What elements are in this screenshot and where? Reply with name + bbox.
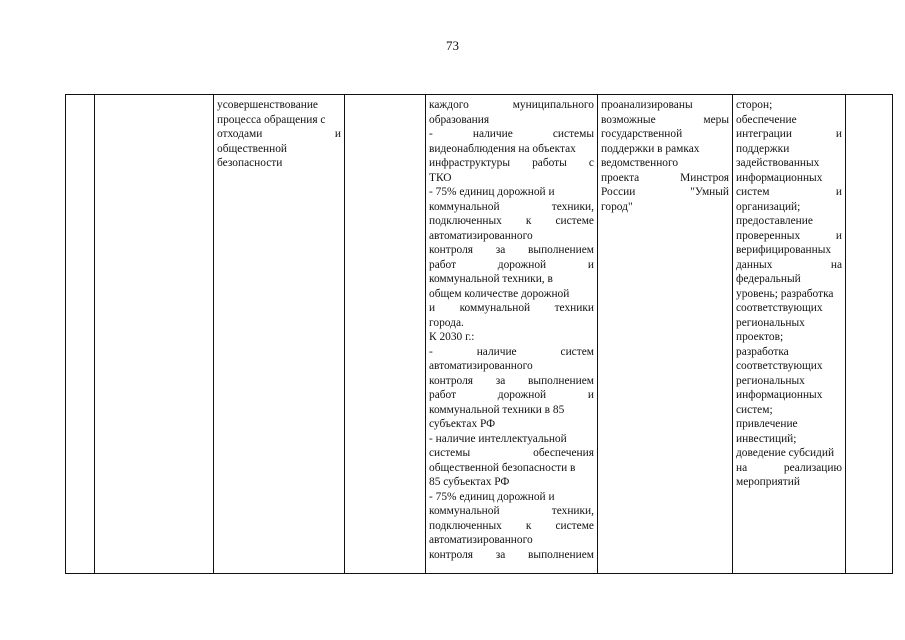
text-word: работ	[429, 389, 457, 401]
text-word: системе	[555, 519, 594, 532]
text-line: общем количестве дорожной	[429, 287, 570, 300]
text-line: инвестиций;	[736, 432, 797, 445]
text-word: подключенных	[429, 519, 502, 532]
text-line: ведомственного	[601, 157, 679, 169]
text-line: К 2030 г.:	[429, 331, 475, 343]
text-line: - наличие интеллектуальной	[429, 432, 567, 445]
text-line: соответствующих	[736, 360, 823, 372]
text-word: и	[587, 258, 594, 271]
text-line: общественной безопасности в	[429, 461, 576, 474]
text-line: систем;	[736, 403, 773, 416]
text-word: систем	[560, 345, 594, 358]
text-word: обеспечения	[533, 447, 594, 459]
text-word: муниципального	[512, 99, 594, 111]
text-word: техники,	[551, 200, 594, 213]
text-line	[601, 171, 729, 186]
text-line: проанализированы	[601, 99, 693, 111]
document-table	[65, 94, 893, 574]
text-line: организаций;	[736, 200, 801, 213]
text-word: возможные	[601, 113, 656, 126]
text-line: - 75% единиц дорожной и	[429, 186, 555, 198]
text-word: проверенных	[736, 229, 801, 242]
text-line: процесса обращения с	[217, 113, 326, 126]
text-line	[429, 374, 594, 389]
text-line: ТКО	[429, 171, 452, 184]
text-line: мероприятий	[736, 476, 800, 488]
text-line: обеспечение	[736, 113, 797, 126]
text-word: и	[334, 128, 341, 140]
table-row	[66, 95, 893, 574]
text-word: России	[601, 186, 636, 198]
text-line: поддержки в рамках	[601, 142, 700, 155]
text-word: данных	[736, 258, 773, 271]
text-line	[601, 113, 729, 128]
text-word: на	[830, 258, 842, 271]
text-word: выполнением	[528, 374, 594, 387]
cell-col2	[95, 95, 214, 574]
text-line: привлечение	[736, 418, 798, 430]
text-line: общественной	[217, 142, 287, 155]
text-word: работ	[429, 258, 457, 271]
cell-col8	[846, 95, 893, 574]
text-word: за	[495, 548, 506, 561]
text-word: коммунальной	[429, 505, 500, 517]
text-word: и	[835, 229, 842, 242]
text-line: коммунальной техники, в	[429, 273, 553, 285]
text-line: региональных	[736, 374, 805, 387]
text-word: наличие	[472, 128, 513, 140]
text-word: выполнением	[528, 548, 594, 561]
text-word: к	[525, 215, 532, 227]
text-word: работы	[532, 157, 567, 169]
text-line	[429, 98, 594, 113]
page-number: 73	[446, 38, 459, 53]
text-line: соответствующих	[736, 302, 823, 314]
text-line: автоматизированного	[429, 229, 533, 242]
text-word: интеграции	[736, 128, 792, 140]
text-line: образования	[429, 113, 490, 126]
text-line: информационных	[736, 389, 823, 401]
text-word: системе	[555, 215, 594, 227]
text-word: к	[525, 519, 532, 532]
text-line: информационных	[736, 171, 823, 184]
cell-task	[214, 95, 345, 574]
text-word: коммунальной	[459, 302, 531, 314]
text-line: задействованных	[736, 157, 820, 169]
text-line: автоматизированного	[429, 534, 533, 546]
text-line: сторон;	[736, 99, 773, 111]
text-line: доведение субсидий	[736, 447, 835, 459]
text-line: разработка	[736, 345, 789, 358]
text-word: реализацию	[783, 461, 842, 474]
text-word: контроля	[429, 548, 474, 561]
text-line	[736, 229, 842, 244]
text-line: уровень; разработка	[736, 287, 834, 300]
text-line: 85 субъектах РФ	[429, 476, 510, 488]
cell-col4	[345, 95, 426, 574]
text-word: контроля	[429, 244, 474, 256]
text-line	[736, 258, 842, 273]
cell-number	[66, 95, 95, 574]
text-line: поддержки	[736, 142, 790, 155]
text-line	[429, 388, 594, 403]
text-line	[429, 127, 594, 142]
text-line: безопасности	[217, 157, 283, 169]
text-word: за	[495, 244, 506, 256]
text-line	[429, 504, 594, 519]
text-word: на	[736, 461, 748, 474]
text-word: контроля	[429, 374, 474, 387]
text-word: проекта	[601, 171, 640, 184]
text-word: с	[588, 157, 594, 169]
text-line: города.	[429, 316, 464, 329]
text-word: техники	[554, 302, 594, 314]
text-word: системы	[552, 128, 594, 140]
text-line	[429, 301, 594, 316]
text-line	[429, 156, 594, 171]
text-line: автоматизированного	[429, 360, 533, 372]
text-word: системы	[429, 447, 471, 459]
text-word: и	[429, 302, 436, 314]
text-word: выполнением	[528, 244, 594, 256]
text-line	[429, 200, 594, 215]
text-word: техники,	[551, 505, 594, 517]
cell-results	[598, 95, 733, 574]
text-word: отходами	[217, 128, 263, 140]
text-line	[429, 258, 594, 273]
text-line	[736, 127, 842, 142]
text-line	[217, 127, 341, 142]
text-line	[429, 446, 594, 461]
text-word: инфраструктуры	[429, 157, 510, 169]
text-word: каждого	[429, 99, 469, 111]
text-line: федеральный	[736, 273, 801, 285]
text-line	[429, 519, 594, 534]
text-line: город"	[601, 200, 633, 213]
text-line: предоставление	[736, 215, 813, 227]
text-word: коммунальной	[429, 200, 500, 213]
text-word: -	[429, 345, 433, 358]
text-line	[429, 243, 594, 258]
text-line: проектов;	[736, 331, 784, 343]
text-line	[736, 185, 842, 200]
text-word: за	[495, 374, 506, 387]
text-word: Минстроя	[680, 171, 729, 184]
text-word: и	[835, 128, 842, 140]
text-line: - 75% единиц дорожной и	[429, 490, 555, 503]
text-word: дорожной	[497, 389, 547, 401]
text-line: видеонаблюдения на объектах	[429, 142, 576, 155]
text-line: усовершенствование	[217, 99, 318, 111]
text-word: наличие	[476, 345, 517, 358]
text-word: подключенных	[429, 215, 502, 227]
text-line: субъектах РФ	[429, 418, 496, 430]
text-line: верифицированных	[736, 244, 832, 256]
text-line	[429, 214, 594, 229]
text-word: "Умный	[690, 186, 729, 198]
text-word: и	[587, 389, 594, 401]
text-line	[429, 548, 594, 563]
text-line: региональных	[736, 316, 805, 329]
text-word: дорожной	[497, 258, 547, 271]
text-word: -	[429, 128, 433, 140]
text-line	[601, 185, 729, 200]
cell-indicators	[426, 95, 598, 574]
text-line: государственной	[601, 128, 683, 140]
text-line	[429, 345, 594, 360]
text-word: систем	[736, 186, 770, 198]
text-word: меры	[703, 113, 729, 126]
text-line	[736, 461, 842, 476]
text-line: коммунальной техники в 85	[429, 403, 565, 416]
text-word: и	[835, 186, 842, 198]
cell-measures	[733, 95, 846, 574]
